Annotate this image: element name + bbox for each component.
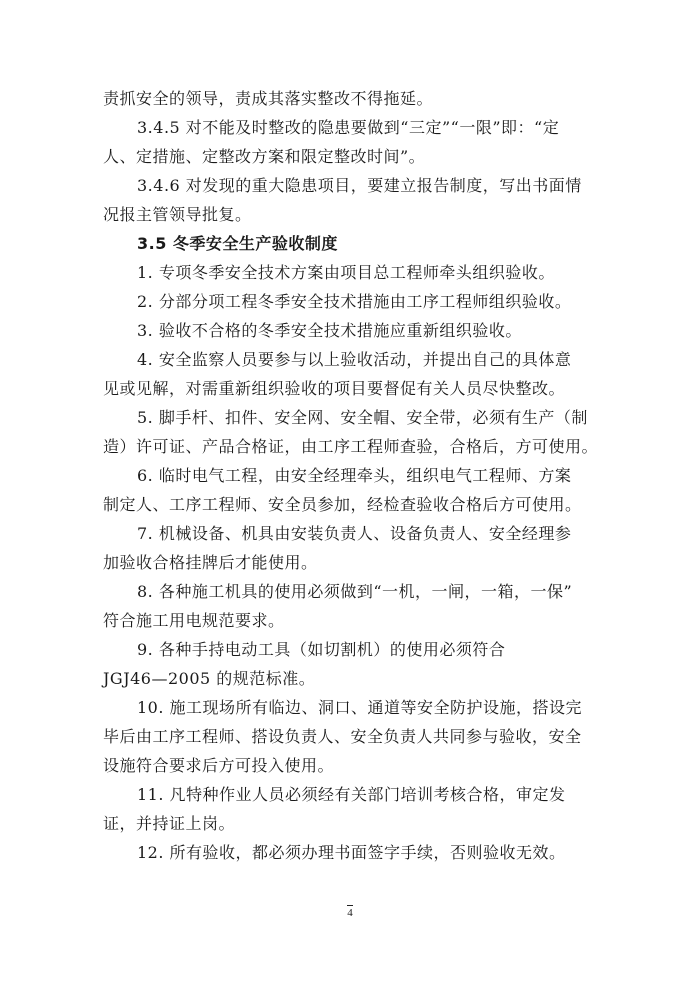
text-line: JGJ46—2005 的规范标准。 bbox=[103, 669, 316, 688]
text-line: 况报主管领导批复。 bbox=[103, 205, 252, 224]
list-item: 9. 各种手持电动工具（如切割机）的使用必须符合 bbox=[137, 640, 506, 659]
list-item: 5. 脚手杆、扣件、安全网、安全帽、安全带，必须有生产（制 bbox=[137, 408, 588, 427]
text-line: 毕后由工序工程师、搭设负责人、安全负责人共同参与验收，安全 bbox=[103, 727, 582, 746]
list-item: 12. 所有验收，都必须办理书面签字手续，否则验收无效。 bbox=[137, 843, 566, 862]
text-line: 证，并持证上岗。 bbox=[103, 814, 236, 833]
document-page bbox=[103, 84, 599, 867]
text-line: 责抓安全的领导，责成其落实整改不得拖延。 bbox=[103, 89, 434, 108]
list-item: 2. 分部分项工程冬季安全技术措施由工序工程师组织验收。 bbox=[137, 292, 572, 311]
list-item: 4. 安全监察人员要参与以上验收活动，并提出自己的具体意 bbox=[137, 350, 572, 369]
list-item: 1. 专项冬季安全技术方案由项目总工程师牵头组织验收。 bbox=[137, 263, 555, 282]
clause-3-4-5-line: 3.4.5 对不能及时整改的隐患要做到“三定”“一限”即：“定 bbox=[137, 118, 560, 137]
text-line: 制定人、工序工程师、安全员参加，经检查验收合格后方可使用。 bbox=[103, 495, 582, 514]
list-item: 7. 机械设备、机具由安装负责人、设备负责人、安全经理参 bbox=[137, 524, 572, 543]
text-line: 设施符合要求后方可投入使用。 bbox=[103, 756, 335, 775]
text-line: 人、定措施、定整改方案和限定整改时间”。 bbox=[103, 147, 426, 166]
section-heading: 3.5 冬季安全生产验收制度 bbox=[137, 234, 338, 253]
text-line: 符合施工用电规范要求。 bbox=[103, 611, 285, 630]
page-number: 4 bbox=[347, 907, 353, 919]
text-line: 加验收合格挂牌后才能使用。 bbox=[103, 553, 318, 572]
clause-3-4-6-line: 3.4.6 对发现的重大隐患项目，要建立报告制度，写出书面情 bbox=[137, 176, 582, 195]
list-item: 11. 凡特种作业人员必须经有关部门培训考核合格，审定发 bbox=[137, 785, 566, 804]
text-line: 见或见解，对需重新组织验收的项目要督促有关人员尽快整改。 bbox=[103, 379, 566, 398]
list-item: 10. 施工现场所有临边、洞口、通道等安全防护设施，搭设完 bbox=[137, 698, 583, 717]
list-item: 6. 临时电气工程，由安全经理牵头，组织电气工程师、方案 bbox=[137, 466, 572, 485]
page-number-footer bbox=[0, 905, 700, 919]
list-item: 3. 验收不合格的冬季安全技术措施应重新组织验收。 bbox=[137, 321, 522, 340]
list-item: 8. 各种施工机具的使用必须做到“一机，一闸，一箱，一保” bbox=[137, 582, 573, 601]
text-line: 造）许可证、产品合格证，由工序工程师查验，合格后，方可使用。 bbox=[103, 437, 599, 456]
